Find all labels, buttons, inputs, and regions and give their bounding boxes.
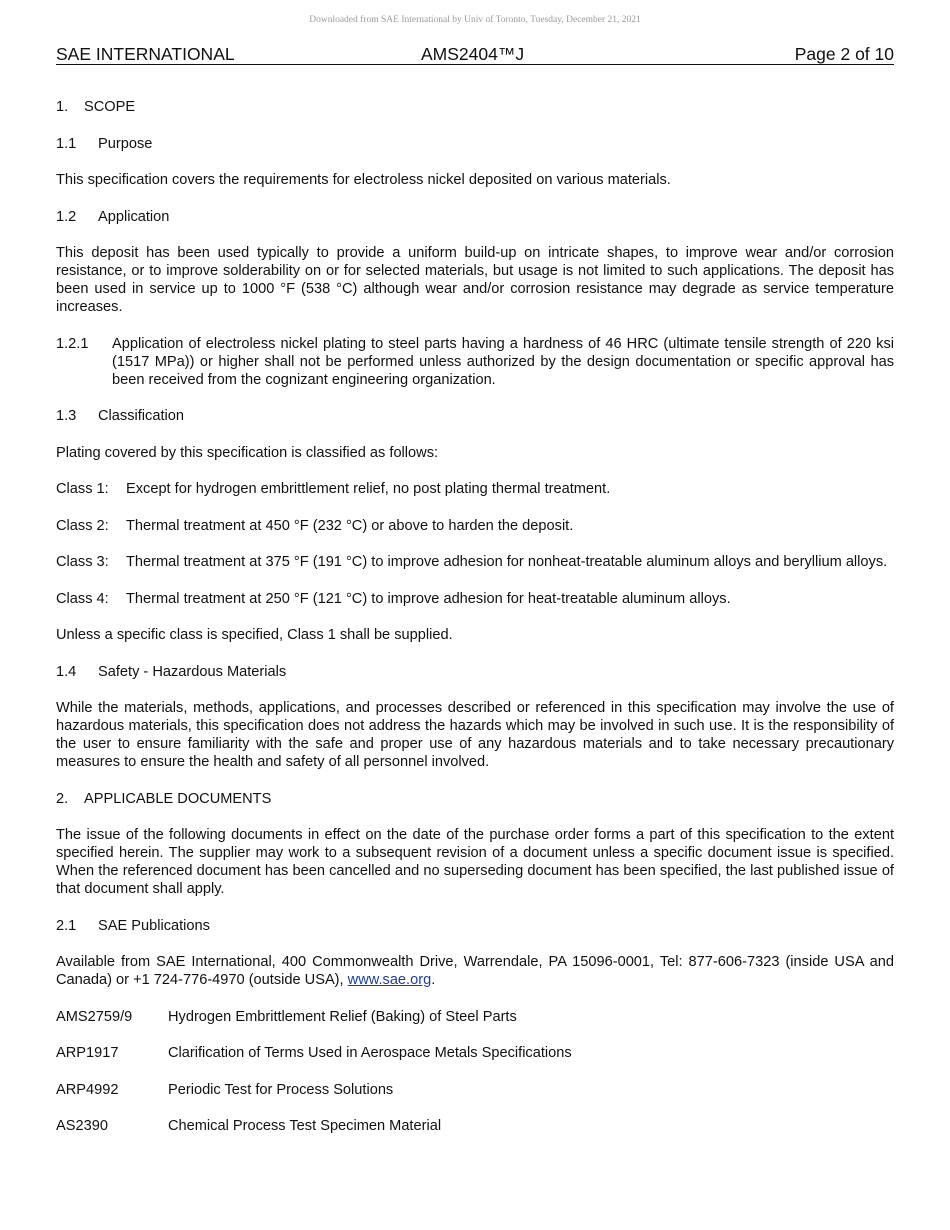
- sae-website-link[interactable]: www.sae.org: [347, 972, 432, 988]
- section-2-heading: 2. APPLICABLE DOCUMENTS: [56, 790, 272, 807]
- reference-doc-row: AMS2759/9 Hydrogen Embrittlement Relief (Baking) of Steel Parts: [56, 1008, 517, 1025]
- reference-doc-row: AS2390 Chemical Process Test Specimen Material: [56, 1118, 442, 1134]
- section-2-1-text: Available from SAE International, 400 Commonwealth Drive, Warrendale, PA 15096-0001, Tel: 877-606-7323 (inside USA and Canada) or +1 724-776-4970 (outside USA), www.sae.org.: [56, 954, 894, 988]
- section-1-4-text: While the materials, methods, applications, and processes described or referenced in this specification may involve the use of hazardous materials, this specification does not address the hazards which may be involved in such use. It is the responsibility of the user to ensure familiarity with the safe and proper use of any hazardous materials and to take necessary precautionary measures to ensure the health and safety of all personnel involved.: [56, 700, 894, 770]
- page-header: [56, 44, 894, 65]
- header-page-number: Page 2 of 10: [794, 44, 894, 64]
- section-1-4-heading: 1.4 Safety - Hazardous Materials: [56, 663, 287, 680]
- class-item: Class 2: Thermal treatment at 450 °F (232 °C) or above to harden the deposit.: [56, 517, 574, 534]
- reference-doc-row: ARP4992 Periodic Test for Process Solutions: [56, 1081, 394, 1098]
- section-2-text: The issue of the following documents in effect on the date of the purchase order forms a part of this specification to the extent specified herein. The supplier may work to a subsequent revision of a document unless a specific document issue is specified. When the referenced document has been cancelled and no superseding document has been specified, the last published issue of that document shall apply.: [56, 827, 894, 897]
- section-1-2-1: 1.2.1 Application of electroless nickel plating to steel parts having a hardness of 46 HRC (ultimate tensile strength of 220 ksi (1517 MPa)) or higher shall not be performed unless authorized by the design documentation or specific approval has been received from the cognizant engineering organization.: [56, 335, 894, 388]
- section-1-3-intro: Plating covered by this specification is classified as follows:: [56, 444, 439, 461]
- section-1-1-text: This specification covers the requirements for electroless nickel deposited on various materials.: [56, 172, 671, 188]
- section-1-1-heading: 1.1 Purpose: [56, 135, 153, 152]
- section-1-2-text: This deposit has been used typically to provide a uniform build-up on intricate shapes, to improve wear and/or corrosion resistance, or to improve solderability on or for selected materials, but usage is not limited to such applications. The deposit has been used in service up to 1000 °F (538 °C) although wear and/or corrosion resistance may degrade as service temperature increases.: [56, 245, 894, 315]
- header-org: SAE INTERNATIONAL: [56, 44, 235, 64]
- section-1-2-heading: 1.2 Application: [56, 208, 170, 225]
- document-body: [56, 98, 894, 1154]
- section-1-heading: 1. SCOPE: [56, 99, 136, 115]
- class-item: Class 3: Thermal treatment at 375 °F (191 °C) to improve adhesion for nonheat-treatable aluminum alloys and beryllium alloys.: [56, 554, 888, 570]
- class-item: Class 1: Except for hydrogen embrittlement relief, no post plating thermal treatment.: [56, 481, 611, 497]
- section-1-3-note: Unless a specific class is specified, Class 1 shall be supplied.: [56, 627, 453, 643]
- section-1-3-heading: 1.3 Classification: [56, 408, 184, 424]
- section-2-1-heading: 2.1 SAE Publications: [56, 917, 210, 934]
- reference-doc-row: ARP1917 Clarification of Terms Used in Aerospace Metals Specifications: [56, 1045, 572, 1061]
- download-watermark: Downloaded from SAE International by Univ of Toronto, Tuesday, December 21, 2021: [309, 15, 641, 25]
- class-item: Class 4: Thermal treatment at 250 °F (121 °C) to improve adhesion for heat-treatable aluminum alloys.: [56, 590, 731, 607]
- header-doc-id: AMS2404™J: [421, 44, 525, 64]
